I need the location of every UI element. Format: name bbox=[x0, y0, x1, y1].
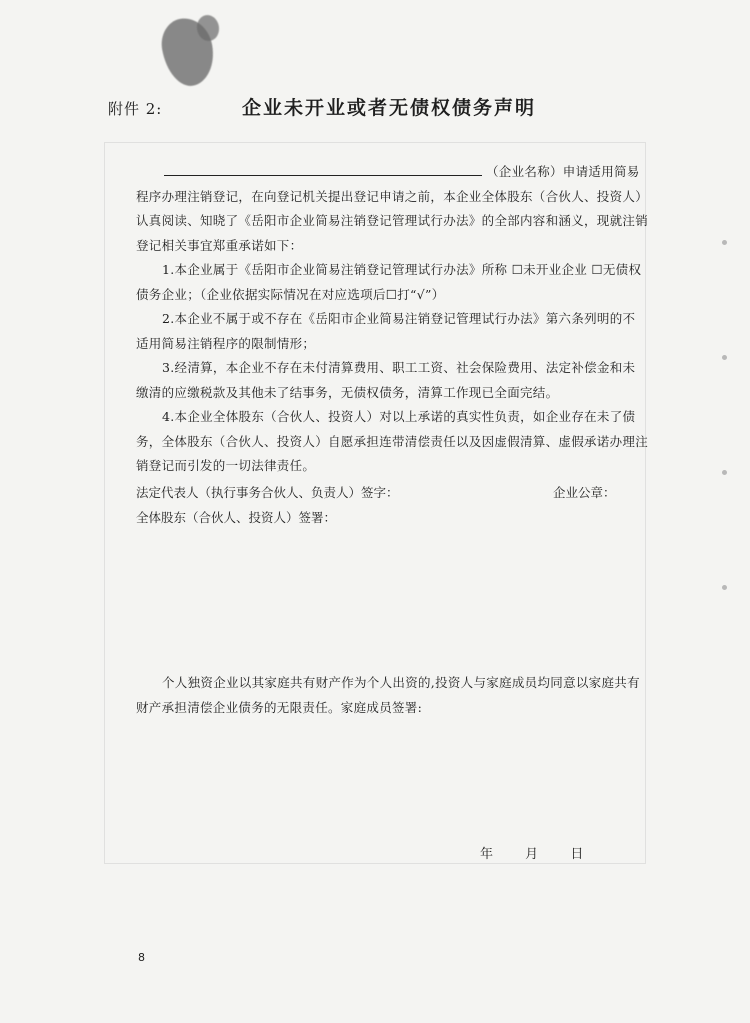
intro-paragraph bbox=[136, 160, 648, 258]
binding-hole bbox=[722, 585, 727, 590]
page-number: 8 bbox=[138, 951, 145, 964]
binding-holes bbox=[722, 240, 732, 700]
family-statement: 个人独资企业以其家庭共有财产作为个人出资的,投资人与家庭成员均同意以家庭共有财产承担清偿企业债务的无限责任。家庭成员签署: bbox=[136, 675, 640, 715]
legal-rep-signature-row bbox=[136, 483, 636, 501]
binding-hole bbox=[722, 470, 727, 475]
shareholders-signature-row bbox=[136, 508, 636, 526]
shareholders-label: 全体股东（合伙人、投资人）签署： bbox=[136, 510, 337, 525]
legal-rep-label: 法定代表人（执行事务合伙人、负责人）签字： bbox=[136, 485, 399, 500]
document-title: 企业未开业或者无债权债务声明 bbox=[242, 97, 537, 119]
item-3: 3.经清算，本企业不存在未付清算费用、职工工资、社会保险费用、法定补偿金和未缴清的应缴税款及其他未了结事务，无债权债务，清算工作现已全面完结。 bbox=[136, 360, 636, 400]
item-1: 1.本企业属于《岳阳市企业简易注销登记管理试行办法》所称 ☐未开业企业 ☐无债权债务企业；（企业依据实际情况在对应选项后☐打“√”） bbox=[136, 262, 642, 302]
binding-hole bbox=[722, 240, 727, 245]
date-day: 日 bbox=[570, 847, 584, 862]
company-name-blank[interactable] bbox=[164, 162, 482, 176]
document-header bbox=[108, 91, 628, 121]
date-year: 年 bbox=[480, 847, 494, 862]
binding-hole bbox=[722, 355, 727, 360]
item-4: 4.本企业全体股东（合伙人、投资人）对以上承诺的真实性负责，如企业存在未了债务，全体股东（合伙人、投资人）自愿承担连带清偿责任以及因虚假清算、虚假承诺办理注销登记而引发的一切法律责任。 bbox=[136, 409, 649, 473]
declaration-body bbox=[136, 160, 648, 479]
signing-date bbox=[480, 843, 611, 862]
intro-text: （企业名称）申请适用简易程序办理注销登记，在向登记机关提出登记申请之前，本企业全体股东（合伙人、投资人）认真阅读、知晓了《岳阳市企业简易注销登记管理试行办法》的全部内容和涵义，现就注销登记相关事宜郑重承诺如下： bbox=[136, 164, 649, 253]
company-seal-label: 企业公章： bbox=[553, 485, 616, 500]
item-2: 2.本企业不属于或不存在《岳阳市企业简易注销登记管理试行办法》第六条列明的不适用简易注销程序的限制情形； bbox=[136, 311, 636, 351]
date-month: 月 bbox=[525, 847, 539, 862]
attachment-label: 附件 2: bbox=[108, 100, 163, 118]
